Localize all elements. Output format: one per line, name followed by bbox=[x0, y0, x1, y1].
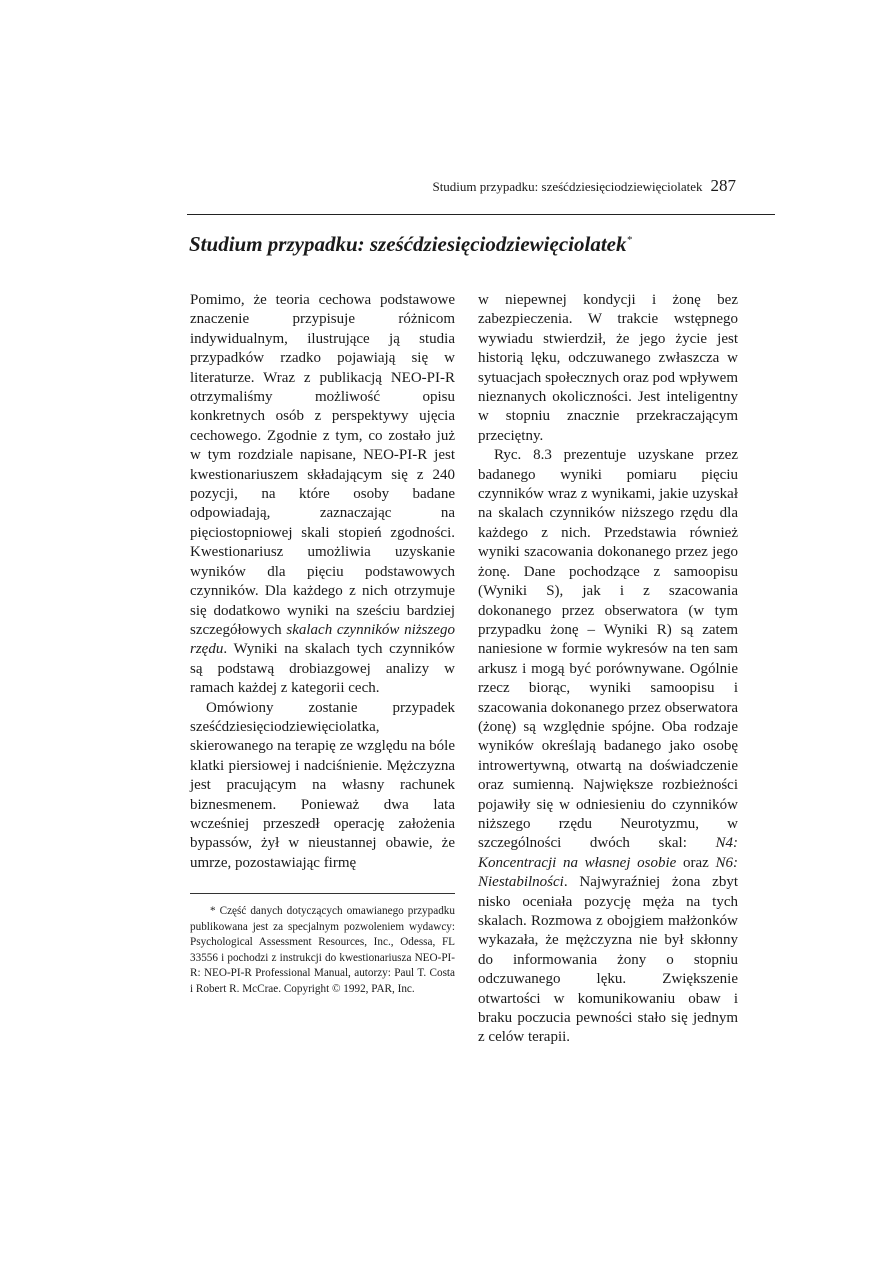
section-title-text: Studium przypadku: sześćdziesięciodziewięciolatek bbox=[189, 232, 627, 256]
paragraph-text: oraz bbox=[676, 854, 716, 871]
paragraph-text: Omówiony zostanie przypadek sześćdziesięciodziewięciolatka, skierowanego na terapię ze względu na bóle klatki piersiowej i nadciśnienie. Mężczyzna jest pracującym na własny rachunek biznesmenem. Ponieważ dwa lata wcześniej przeszedł operację założenia bypassów, żył w nieustannej obawie, że umrze, pozostawiając firmę bbox=[190, 699, 455, 871]
paragraph bbox=[478, 446, 738, 1048]
footnote-asterisk: * bbox=[210, 905, 216, 917]
paragraph bbox=[190, 291, 455, 699]
right-column bbox=[478, 291, 738, 1048]
paragraph-text: . Najwyraźniej żona zbyt nisko oceniała pozycję męża na tych skalach. Rozmowa z obojgiem małżonków wykazała, że mężczyzna nie był skłonny do informowania żony o stopniu odczuwanego lęku. Zwiększenie otwartości w komunikowaniu obaw i braku poczucia pewności stało się jednym z celów terapii. bbox=[478, 874, 738, 1046]
running-title: Studium przypadku: sześćdziesięciodziewięciolatek bbox=[432, 179, 703, 194]
footnote-marker: * bbox=[626, 234, 632, 246]
left-column bbox=[190, 291, 455, 873]
paragraph-text: w niepewnej kondycji i żonę bez zabezpieczenia. W trakcie wstępnego wywiadu stwierdził, że jego życie jest historią lęku, odczuwanego zwłaszcza w sytuacjach społecznych oraz pod wpływem nieznanych okoliczności. Jest inteligentny w stopniu znacznie przekraczającym przeciętny. bbox=[478, 292, 738, 444]
paragraph bbox=[478, 291, 738, 446]
italic-term: N4: Koncentracji na własnej osobie bbox=[478, 835, 738, 871]
page-number: 287 bbox=[710, 176, 736, 195]
section-title bbox=[189, 226, 632, 258]
paragraph-text: Pomimo, że teoria cechowa podstawowe znaczenie przypisuje różnicom indywidualnym, ilustrujące ją studia przypadków rzadko pojawiają się w literaturze. Wraz z publikacją NEO-PI-R otrzymaliśmy możliwość opisu konkretnych osób z perspektywy ujęcia cechowego. Zgodnie z tym, co zostało już w tym rozdziale napisane, NEO-PI-R jest kwestionariuszem składającym się z 240 pozycji, na które osoby badane odpowiadają, zaznaczając na pięciostopniowej skali stopień zgodności. Kwestionariusz umożliwia uzyskanie wyników dla pięciu podstawowych czynników. Dla każdego z nich otrzymuje się dodatkowo wyniki na sześciu bardziej szczegółowych bbox=[190, 292, 455, 638]
running-header bbox=[432, 176, 736, 197]
footnote-text: Część danych dotyczących omawianego przypadku publikowana jest za specjalnym pozwoleniem wydawcy: Psychological Assessment Resources, Inc., Odessa, FL 33556 i pochodzi z instrukcji do kwestionariusza NEO-PI-R: NEO-PI-R Professional Manual, autorzy: Paul T. Costa i Robert R. McCrae. Copyright © 1992, PAR, Inc. bbox=[190, 905, 455, 995]
paragraph-text: . Wyniki na skalach tych czynników są podstawą drobiazgowej analizy w ramach każdej z kategorii cech. bbox=[190, 641, 455, 697]
footnote bbox=[190, 904, 455, 998]
paragraph bbox=[190, 699, 455, 874]
italic-term: N6: Niestabilności bbox=[478, 854, 738, 891]
header-rule bbox=[187, 214, 775, 215]
italic-term: skalach czynników niższego rzędu bbox=[190, 621, 455, 658]
paragraph-text: Ryc. 8.3 prezentuje uzyskane przez badanego wyniki pomiaru pięciu czynników wraz z wynikami, jakie uzyskał na skalach czynników niższego rzędu dla każdego z nich. Przedstawia również wyniki szacowania dokonanego przez jego żonę. Dane pochodzące z samoopisu (Wyniki S), jak i z szacowania dokonanego przez obserwatora (w tym przypadku żonę – Wyniki R) są zatem naniesione w formie wykresów na ten sam arkusz i mogą być porównywane. Ogólnie rzecz biorąc, wyniki samoopisu i szacowania dokonanego przez obserwatora (żonę) są względnie spójne. Oba rodzaje wyników określają badanego jako osobę introwertywną, otwartą na doświadczenie oraz sumienną. Największe rozbieżności pojawiły się w odniesieniu do czynników niższego rzędu Neurotyzmu, w szczególności dwóch skal: bbox=[478, 447, 738, 852]
footnote-rule bbox=[190, 893, 455, 894]
